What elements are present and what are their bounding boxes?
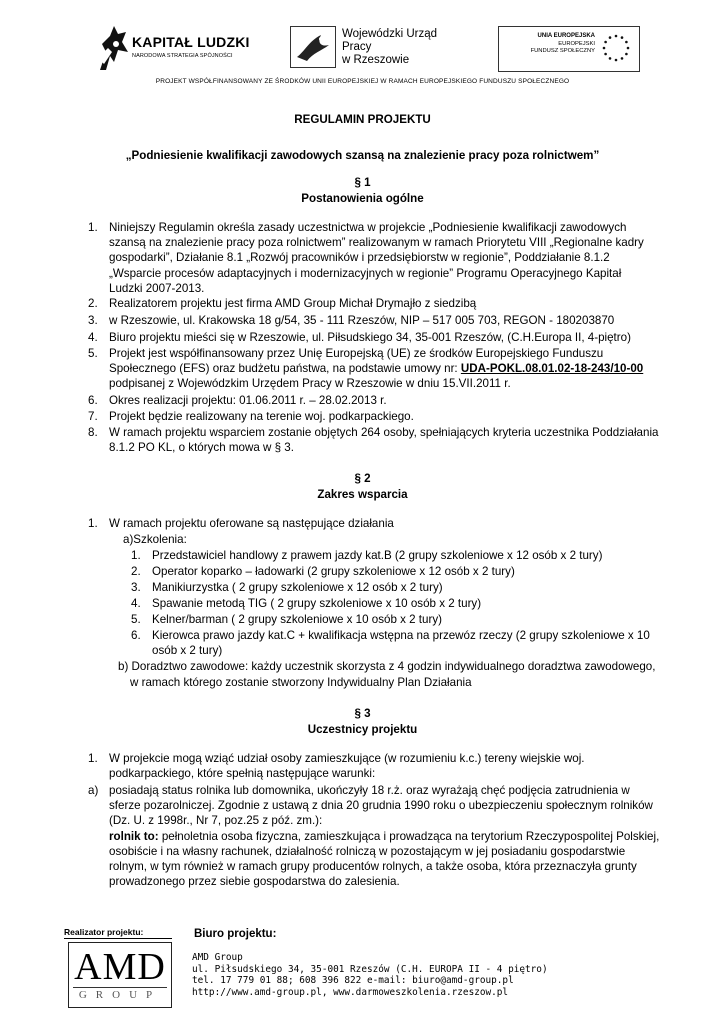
list-item-line: Społecznego (EFS) oraz budżetu państwa, na podstawie umowy nr: UDA-POKL.08.01.02-18-243/10-00 [109, 362, 644, 376]
office-line: http://www.amd-group.pl, www.darmoweszkolenia.rzeszow.pl [192, 986, 509, 998]
list-item: Realizatorem projektu jest firma AMD Group Michał Drymajło z siedzibą [109, 297, 477, 310]
list-item-line: posiadają status rolnika lub domownika, ukończyły 18 r.ż. oraz wyrażają chęć podjęcia zatrudnienia w [109, 784, 630, 797]
list-item-number: 2. [131, 565, 141, 578]
contract-number: UDA-POKL.08.01.02-18-243/10-00 [460, 362, 644, 376]
list-item-line: podkarpackiego, które spełnią następujące warunki: [109, 767, 376, 781]
list-item [109, 346, 643, 392]
list-item-line: rolnym, w tym również w ramach grupy producentów rolnych, a także osoba, która przeznaczyła grunty [109, 860, 637, 874]
list-item-line: Ludzki 2007-2013. [109, 281, 205, 295]
list-item-line: (Dz. U. z 1998r., Nr 7, poz.25 z póź. zm.): [109, 814, 323, 828]
office-address [192, 952, 548, 998]
ue-line2: EUROPEJSKI [558, 40, 595, 47]
farmer-definition-line: rolnik to: pełnoletnia osoba fizyczna, zamieszkująca i prowadząca na terytorium Rzeczypospolitej Polskiej, [109, 829, 660, 843]
list-item: Manikiurzystka ( 2 grupy szkoleniowe x 12 osób x 2 tury) [152, 581, 443, 594]
realizator-divider [64, 938, 172, 939]
list-item [109, 751, 585, 781]
amd-logo-rule [73, 987, 167, 988]
section-2-heading: Zakres wsparcia [317, 488, 408, 501]
list-item-number: 7. [88, 410, 98, 423]
list-item-line: W ramach projektu wsparciem zostanie objętych 264 osoby, spełniających kryteria uczestnika Poddziałania [109, 426, 659, 439]
realizator-label: Realizator projektu: [64, 927, 144, 937]
ue-line3: FUNDUSZ SPOŁECZNY [530, 48, 595, 54]
list-item-number: 8. [88, 426, 98, 439]
wup-logo [290, 26, 468, 70]
counseling-line-1: b) Doradztwo zawodowe: każdy uczestnik skorzysta z 4 godzin indywidualnego doradztwa zawodowego, [118, 660, 656, 673]
list-item: Biuro projektu mieści się w Rzeszowie, ul. Piłsudskiego 34, 35-001 Rzeszów, (C.H.Europa II, 4-piętro) [109, 331, 631, 344]
list-item-number: 5. [131, 613, 141, 626]
doc-subtitle: „Podniesienie kwalifikacji zawodowych szansą na znalezienie pracy poza rolnictwem” [125, 149, 600, 162]
list-item-line: Projekt jest współfinansowany przez Unię Europejską (UE) ze środków Europejskiego Funduszu [109, 347, 604, 360]
doc-title: REGULAMIN PROJEKTU [294, 113, 431, 126]
list-item [109, 783, 659, 889]
list-item: Kelner/barman ( 2 grupy szkoleniowe x 10 osób x 2 tury) [152, 613, 442, 626]
list-item-line: prowadzonego przez siebie gospodarstwa do zalesienia. [109, 875, 400, 889]
list-item-number: 3. [88, 314, 98, 327]
list-item-number: 1. [88, 752, 98, 765]
amd-logo-text: AMD [74, 946, 166, 988]
kapital-ludzki-emblem-icon [96, 22, 130, 74]
list-item: Przedstawiciel handlowy z prawem jazdy kat.B (2 grupy szkoleniowe x 12 osób x 2 tury) [152, 549, 603, 562]
list-item [152, 628, 650, 658]
list-item-line: 8.1.2 PO KL, o których mowa w § 3. [109, 441, 294, 455]
list-item-number: 2. [88, 297, 98, 310]
list-item: w Rzeszowie, ul. Krakowska 18 g/54, 35 - 111 Rzeszów, NIP – 517 005 703, REGON - 180203870 [109, 314, 615, 327]
office-line: tel. 17 779 01 88; 608 396 822 e-mail: biuro@amd-group.pl [192, 975, 514, 987]
amd-logo-subtext: GROUP [78, 989, 162, 1001]
list-item [109, 425, 658, 455]
list-item-number: 1. [131, 549, 141, 562]
amd-group-logo [68, 942, 172, 1008]
list-item-line: sferze pozarolniczej. Zgodnie z ustawą z dnia 20 grudnia 1990 roku o ubezpieczeniu społecznym rolników [109, 799, 653, 813]
list-item-line: podpisanej z Wojewódzkim Urzędem Pracy w Rzeszowie w dniu 15.VII.2011 r. [109, 377, 511, 391]
list-item-line: osobiście i na własny rachunek, działalność rolniczą w pozostającym w jej posiadaniu gospodarstwie [109, 844, 626, 858]
kapital-ludzki-logo [96, 22, 266, 74]
list-item-letter: a) [88, 784, 99, 797]
office-line: ul. Piłsudskiego 34, 35-001 Rzeszów (C.H. EUROPA II - 4 piętro) [192, 963, 548, 975]
section-3-heading: Uczestnicy projektu [307, 723, 418, 736]
office-label: Biuro projektu: [194, 928, 277, 940]
list-item-number: 1. [88, 221, 98, 234]
section-1-heading: Postanowienia ogólne [301, 192, 424, 205]
counseling-line-2: w ramach którego zostanie stworzony Indywidualny Plan Działania [130, 676, 472, 689]
section-1-number: § 1 [354, 176, 371, 189]
kapital-ludzki-title: KAPITAŁ LUDZKI [132, 34, 250, 50]
list-item-number: 4. [131, 597, 141, 610]
section-2-number: § 2 [354, 472, 371, 485]
ue-logo [498, 26, 640, 72]
trainings-label: a)Szkolenia: [123, 533, 187, 546]
cofinancing-line: PROJEKT WSPÓŁFINANSOWANY ZE ŚRODKÓW UNII EUROPEJSKIEJ W RAMACH EUROPEJSKIEGO FUNDUSZU SPOŁECZNEGO [155, 78, 570, 85]
list-item-number: 4. [88, 331, 98, 344]
list-item-line: gospodarki”, Działanie 8.1 „Rozwój pracowników i przedsiębiorstw w regionie”, Poddziałanie 8.1.2 [109, 251, 610, 265]
farmer-definition-label: rolnik to: [109, 829, 159, 843]
list-item-number: 1. [88, 517, 98, 530]
wup-name [342, 28, 468, 67]
section-3-number: § 3 [354, 707, 371, 720]
list-item-line: Niniejszy Regulamin określa zasady uczestnictwa w projekcie „Podniesienie kwalifikacji zawodowych [109, 221, 627, 234]
list-item: Spawanie metodą TIG ( 2 grupy szkoleniowe x 10 osób x 2 tury) [152, 597, 482, 610]
list-item-number: 5. [88, 347, 98, 360]
list-item [109, 220, 644, 296]
eu-flag-icon [599, 31, 633, 65]
kapital-ludzki-subtitle: NARODOWA STRATEGIA SPÓJNOŚCI [132, 53, 233, 59]
section-2-intro: W ramach projektu oferowane są następujące działania [109, 517, 394, 530]
list-item-number: 6. [131, 629, 141, 642]
ue-text [505, 33, 595, 56]
wup-emblem [290, 26, 336, 68]
wup-name-line2: w Rzeszowie [342, 54, 410, 66]
list-item-number: 3. [131, 581, 141, 594]
list-item-line: szansą na znalezienie pracy poza rolnictwem” realizowanym w ramach Priorytetu VIII „Regionalne kadry [109, 236, 644, 250]
list-item-line: osób x 2 tury) [152, 644, 223, 658]
office-line: AMD Group [192, 952, 243, 963]
list-item: Okres realizacji projektu: 01.06.2011 r. – 28.02.2013 r. [109, 394, 387, 407]
wup-bird-icon [291, 27, 335, 67]
list-item-number: 6. [88, 394, 98, 407]
list-item: Projekt będzie realizowany na terenie woj. podkarpackiego. [109, 410, 414, 423]
list-item: Operator koparko – ładowarki (2 grupy szkoleniowe x 12 osób x 2 tury) [152, 565, 515, 578]
ue-line1: UNIA EUROPEJSKA [537, 33, 595, 39]
list-item-line: „Wsparcie procesów adaptacyjnych i modernizacyjnych w regionie” Programu Operacyjnego Kapitał [109, 266, 622, 280]
list-item-line: Kierowca prawo jazdy kat.C + kwalifikacja wstępna na przewóz rzeczy (2 grupy szkoleniowe x 10 [152, 629, 650, 642]
list-item-line: W projekcie mogą wziąć udział osoby zamieszkujące (w rozumieniu k.c.) tereny wiejskie woj. [109, 752, 585, 765]
wup-name-line1: Wojewódzki Urząd Pracy [342, 28, 438, 53]
